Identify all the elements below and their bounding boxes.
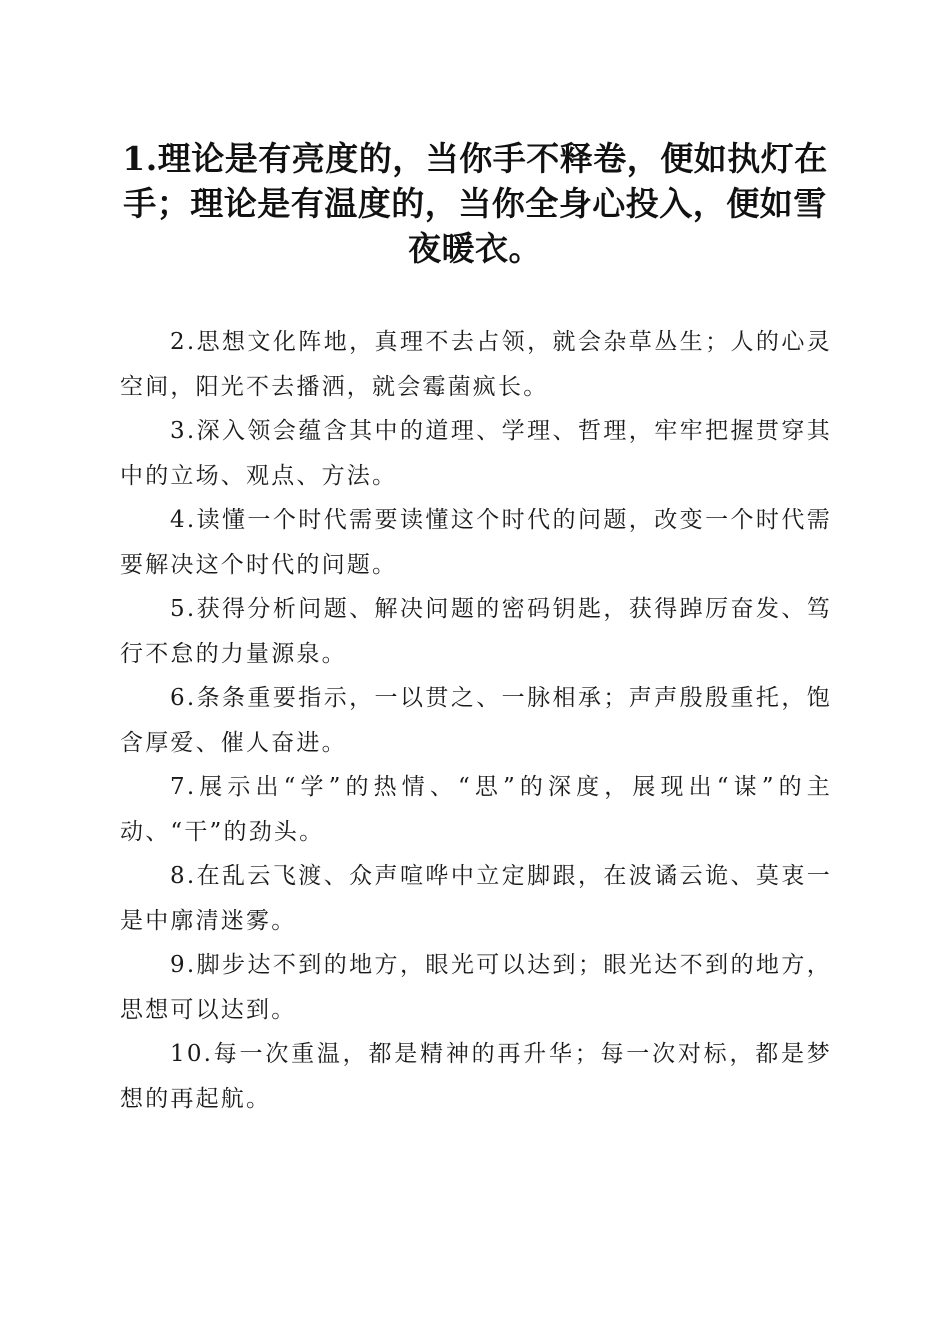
paragraph-2: 2.思想文化阵地，真理不去占领，就会杂草丛生；人的心灵空间，阳光不去播洒，就会霉菌疯长。 xyxy=(120,329,832,400)
document-body xyxy=(120,320,832,1121)
paragraph-7: 7.展示出“学”的热情、“思”的深度，展现出“谋”的主动、“干”的劲头。 xyxy=(120,774,832,845)
paragraph-6: 6.条条重要指示，一以贯之、一脉相承；声声殷殷重托，饱含厚爱、催人奋进。 xyxy=(120,685,832,756)
paragraph-3: 3.深入领会蕴含其中的道理、学理、哲理，牢牢把握贯穿其中的立场、观点、方法。 xyxy=(120,418,832,489)
paragraph-8: 8.在乱云飞渡、众声喧哗中立定脚跟，在波谲云诡、莫衷一是中廓清迷雾。 xyxy=(120,863,832,934)
paragraph-9: 9.脚步达不到的地方，眼光可以达到；眼光达不到的地方，思想可以达到。 xyxy=(120,952,832,1023)
paragraph-5: 5.获得分析问题、解决问题的密码钥匙，获得踔厉奋发、笃行不怠的力量源泉。 xyxy=(120,596,832,667)
document-title: 1.理论是有亮度的，当你手不释卷，便如执灯在手；理论是有温度的，当你全身心投入，便如雪夜暖衣。 xyxy=(122,139,828,268)
paragraph-4: 4.读懂一个时代需要读懂这个时代的问题，改变一个时代需要解决这个时代的问题。 xyxy=(120,507,832,578)
paragraph-10: 10.每一次重温，都是精神的再升华；每一次对标，都是梦想的再起航。 xyxy=(120,1041,832,1112)
